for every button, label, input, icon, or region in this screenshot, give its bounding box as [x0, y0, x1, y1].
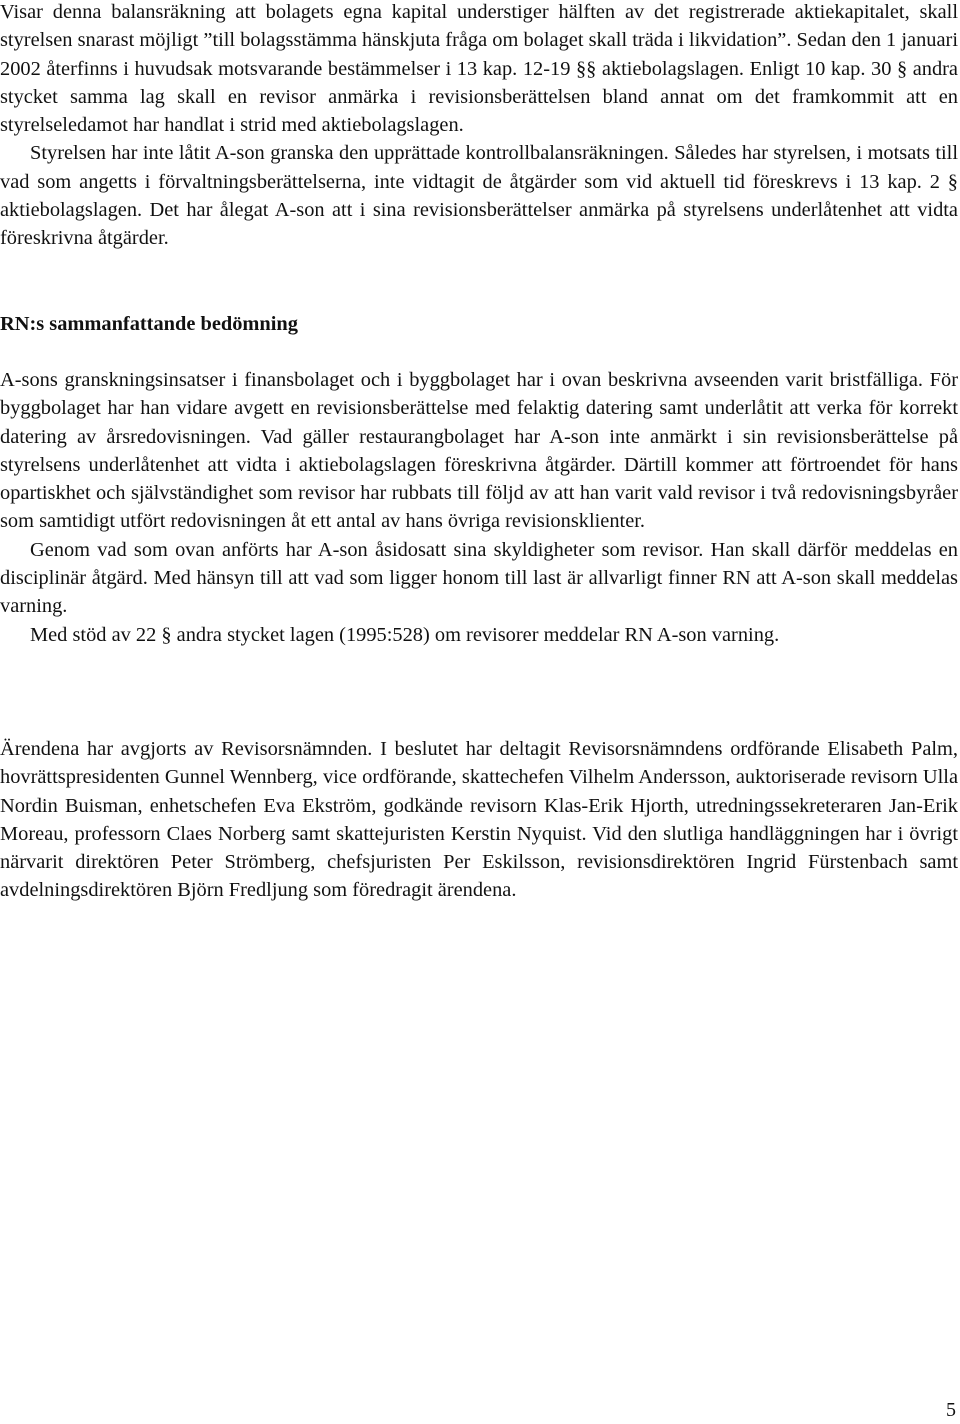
section-participants	[0, 735, 958, 905]
paragraph-board-review: Styrelsen har inte låtit A-son granska den upprättade kontrollbalansräkningen. Således har styrelsen, i motsats till vad som angetts i förvaltningsberättelserna, inte vidtagit de åtgärder som vid aktuell tid föreskrevs i 13 kap. 2 § aktiebolagslagen. Det har ålegat A-son att i sina revisionsberättelser anmärka på styrelsens underlåtenhet att vidta föreskrivna åtgärder.	[0, 142, 958, 250]
paragraph-balance-sheet: Visar denna balansräkning att bolagets egna kapital understiger hälften av det registrerade aktiekapitalet, skall styrelsen snarast möjligt ”till bolagsstämma hänskjuta fråga om bolaget skall träda i likvidation”. Sedan den 1 januari 2002 återfinns i huvudsak motsvarande bestämmelser i 13 kap. 12-19 §§ aktiebolagslagen. Enligt 10 kap. 30 § andra stycket samma lag skall en revisor anmärka i revisionsberättelsen bland annat om det framkommit att en styrelseledamot har handlat i strid med aktiebolagslagen.	[0, 1, 958, 137]
paragraph-disciplinary-action: Genom vad som ovan anförts har A-son åsidosatt sina skyldigheter som revisor. Han skall därför meddelas en disciplinär åtgärd. Med hänsyn till att vad som ligger honom till last är allvarligt finner RN att A-son skall meddelas varning.	[0, 538, 958, 618]
section-assessment	[0, 366, 958, 649]
section-intro	[0, 0, 958, 253]
section-heading: RN:s sammanfattande bedömning	[0, 313, 298, 335]
page-number: 5	[946, 1399, 956, 1421]
paragraph-audit-deficiencies: A-sons granskningsinsatser i finansbolaget och i byggbolaget har i ovan beskrivna avseenden varit bristfälliga. För byggbolaget har han vidare avgett en revisionsberättelse med felaktig datering samt underlåtit att verka för korrekt datering av årsredovisningen. Vad gäller restaurangbolaget har A-son inte anmärkt i sin revisionsberättelse på styrelsens underlåtenhet att vidta i aktiebolagslagen föreskrivna åtgärder. Därtill kommer att förtroendet för hans opartiskhet och självständighet som revisor har rubbats till följd av att han varit vald revisor i två redovisningsbyråer som samtidigt utfört redovisningen åt ett antal av hans övriga revisionsklienter.	[0, 369, 958, 533]
paragraph-decision: Med stöd av 22 § andra stycket lagen (1995:528) om revisorer meddelar RN A-son varning.	[30, 623, 780, 646]
paragraph-participants: Ärendena har avgjorts av Revisorsnämnden. I beslutet har deltagit Revisorsnämndens ordförande Elisabeth Palm, hovrättspresidenten Gunnel Wennberg, vice ordförande, skattechefen Vilhelm Andersson, auktoriserade revisorn Ulla Nordin Buisman, enhetschefen Eva Ekström, godkände revisorn Klas-Erik Hjorth, utredningssekreteraren Jan-Erik Moreau, professorn Claes Norberg samt skattejuristen Kerstin Nyquist. Vid den slutliga handläggningen har i övrigt närvarit direktören Peter Strömberg, chefsjuristen Per Eskilsson, revisionsdirektören Ingrid Fürstenbach samt avdelningsdirektören Björn Fredljung som föredragit ärendena.	[0, 738, 958, 902]
